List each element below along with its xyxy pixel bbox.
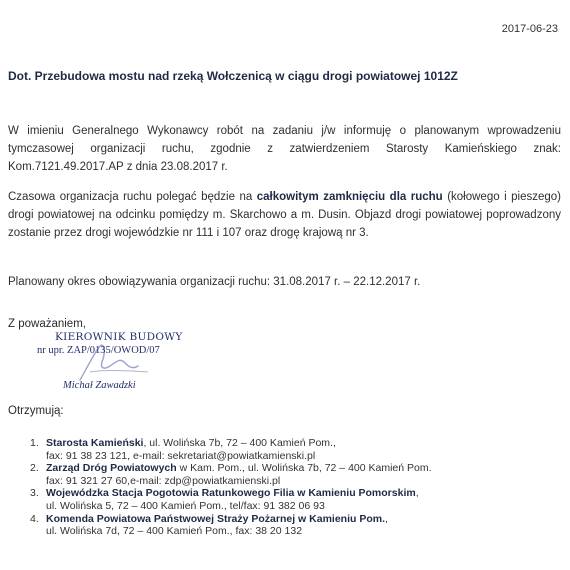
closure-highlight: całkowitym zamknięciu dla ruchu: [256, 191, 443, 203]
paragraph-intro: W imieniu Generalnego Wykonawcy robót na zadaniu j/w informuję o planowanym wprowadzeniu tymczasowej organizacji ruchu, zgodnie z zatwierdzeniem Starosty Kamieńskiego znak: Kom.7121.49.2017.AP z dnia 23.08.2017 r.: [8, 125, 561, 173]
recipients-title: Otrzymują:: [8, 405, 64, 417]
closure-text-before: Czasowa organizacja ruchu polegać będzie na: [8, 191, 257, 203]
paragraph-period: Planowany okres obowiązywania organizacji ruchu: 31.08.2017 r. – 22.12.2017 r.: [8, 276, 421, 288]
recipient-item: [30, 513, 565, 538]
recipient-contact: ul. Wolińska 7d, 72 – 400 Kamień Pom., fax: 38 20 132: [46, 525, 303, 538]
recipient-name: Komenda Powiatowa Państwowej Straży Pożarnej w Kamieniu Pom.: [46, 512, 385, 525]
closure-text-after: (kołowego i pieszego) drogi powiatowej na odcinku pomiędzy m. Skarchowo a m. Dusin. Objazd drogi powiatowej poprowadzony zostanie przez drogi wojewódzkie nr 111 i 107 oraz drogę krajową nr 3.: [8, 191, 561, 239]
letter-date: 2017-06-23: [501, 23, 558, 35]
recipient-contact: fax: 91 321 27 60,e-mail: zdp@powiatkamienski.pl: [46, 474, 281, 487]
recipient-name: Wojewódzka Stacja Pogotowia Ratunkowego Filia w Kamieniu Pomorskim: [46, 487, 416, 500]
closing-regards: Z poważaniem,: [8, 318, 86, 330]
recipient-name: Zarząd Dróg Powiatowych: [46, 462, 177, 475]
recipient-number: 2.: [30, 462, 39, 475]
recipient-item: [30, 487, 565, 512]
recipient-number: 3.: [30, 487, 39, 500]
recipient-address: ,: [415, 487, 419, 500]
stamp-name: Michał Zawadzki: [63, 380, 136, 391]
letter-subject: Dot. Przebudowa mostu nad rzeką Wołczenicą w ciągu drogi powiatowej 1012Z: [8, 69, 458, 83]
stamp-title: KIEROWNIK BUDOWY: [55, 331, 183, 343]
recipient-address: , ul. Wolińska 7b, 72 – 400 Kamień Pom.,: [143, 437, 336, 449]
recipient-number: 4.: [30, 512, 39, 525]
recipient-address: w Kam. Pom., ul. Wolińska 7b, 72 – 400 Kamień Pom.: [176, 462, 432, 475]
handwritten-signature: [60, 336, 170, 386]
recipient-contact: fax: 91 38 23 121, e-mail: sekretariat@powiatkamienski.pl: [46, 449, 316, 462]
recipients-list: [30, 437, 565, 538]
recipient-item: [30, 437, 565, 462]
recipient-item: [30, 462, 565, 487]
stamp-registration: nr upr. ZAP/0135/OWOD/07: [37, 345, 160, 356]
recipient-contact: ul. Wolińska 5, 72 – 400 Kamień Pom., tel/fax: 91 382 06 93: [46, 499, 325, 512]
recipient-address: ,: [385, 512, 388, 525]
recipient-number: 1.: [30, 437, 39, 449]
paragraph-closure: [8, 188, 561, 242]
recipient-name: Starosta Kamieński: [46, 437, 144, 449]
